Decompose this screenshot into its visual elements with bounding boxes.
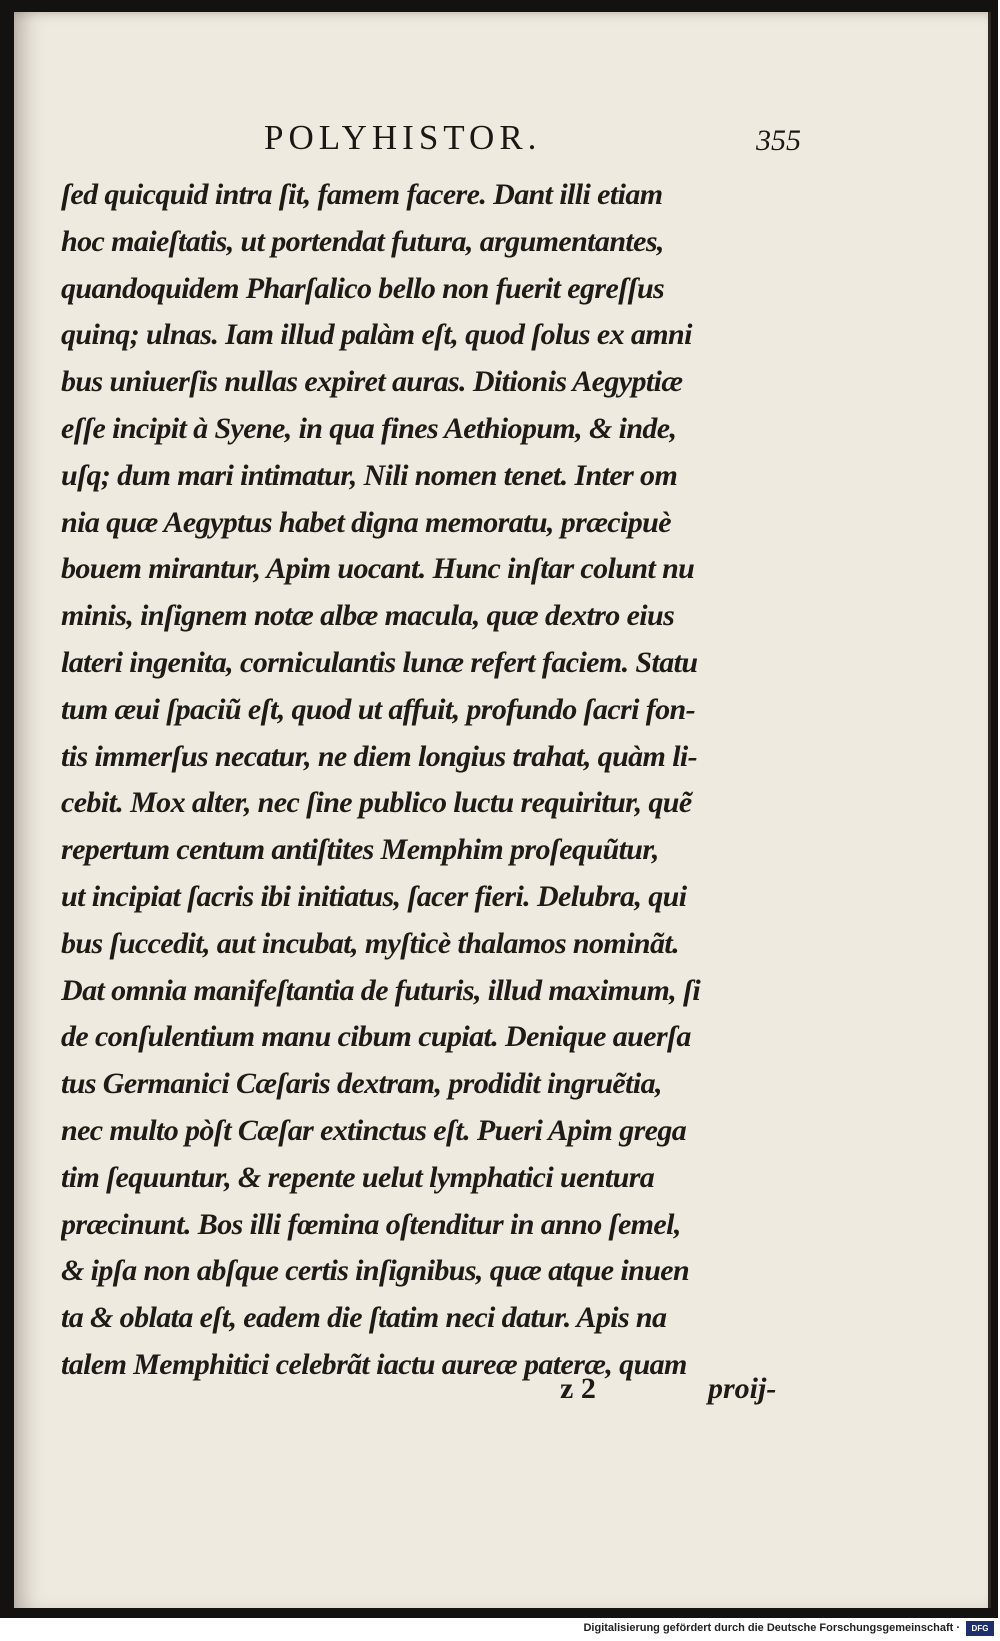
text-line: ut incipiat ſacris ibi initiatus, ſacer fieri. Delubra, qui bbox=[61, 879, 687, 913]
text-line: repertum centum antiſtites Memphim proſequũtur, bbox=[61, 833, 659, 867]
text-line: lateri ingenita, corniculantis lunæ refert faciem. Statu bbox=[61, 645, 698, 679]
text-line: eſſe incipit à Syene, in qua fines Aethiopum, & inde, bbox=[61, 411, 677, 445]
text-line: hoc maieſtatis, ut portendat futura, argumentantes, bbox=[61, 224, 664, 258]
page-number: 355 bbox=[756, 124, 801, 157]
text-line: tus Germanici Cæſaris dextram, prodidit ingruẽtia, bbox=[61, 1067, 662, 1101]
text-line: uſq; dum mari intimatur, Nili nomen tenet. Inter om bbox=[61, 458, 678, 492]
text-line: talem Memphitici celebrãt iactu aureæ pateræ, quam bbox=[61, 1347, 687, 1381]
text-line: tum æui ſpaciũ eſt, quod ut affuit, profundo ſacri fon- bbox=[61, 692, 696, 726]
text-line: de conſulentium manu cibum cupiat. Denique auerſa bbox=[61, 1020, 691, 1054]
text-line: & ipſa non abſque certis inſignibus, quæ atque inuen bbox=[61, 1254, 690, 1288]
text-line: bus ſuccedit, aut incubat, myſticè thalamos nominãt. bbox=[61, 926, 680, 960]
text-line: minis, inſignem notæ albæ macula, quæ dextro eius bbox=[61, 599, 675, 633]
dfg-logo: DFG bbox=[966, 1621, 994, 1636]
catchword: proij- bbox=[708, 1372, 777, 1405]
credit-text: Digitalisierung gefördert durch die Deutsche Forschungsgemeinschaft · bbox=[583, 1622, 960, 1634]
text-line: bus uniuerſis nullas expiret auras. Ditionis Aegyptiæ bbox=[61, 365, 683, 399]
text-line: cebit. Mox alter, nec ſine publico luctu requiritur, quẽ bbox=[61, 786, 692, 820]
text-line: Dat omnia manifeſtantia de futuris, illud maximum, ſi bbox=[61, 973, 701, 1007]
body-text bbox=[61, 172, 821, 1389]
text-line: nia quæ Aegyptus habet digna memoratu, præcipuè bbox=[61, 505, 671, 539]
signature-mark: z 2 bbox=[560, 1372, 596, 1405]
text-line: ta & oblata eſt, eadem die ſtatim neci datur. Apis na bbox=[61, 1301, 667, 1335]
running-head bbox=[14, 104, 988, 164]
credit-bar bbox=[0, 1618, 1000, 1641]
text-line: bouem mirantur, Apim uocant. Hunc inſtar colunt nu bbox=[61, 552, 695, 586]
page-footer bbox=[14, 1372, 988, 1422]
book-page bbox=[14, 12, 991, 1608]
text-line: nec multo pòſt Cæſar extinctus eſt. Pueri Apim grega bbox=[61, 1113, 687, 1147]
running-head-title: POLYHISTOR. bbox=[264, 118, 542, 157]
text-line: tim ſequuntur, & repente uelut lymphatici uentura bbox=[61, 1160, 655, 1194]
text-line: quinq; ulnas. Iam illud palàm eſt, quod ſolus ex amni bbox=[61, 318, 692, 352]
text-line: quandoquidem Pharſalico bello non fuerit egreſſus bbox=[61, 271, 665, 305]
text-line: præcinunt. Bos illi fœmina oſtenditur in anno ſemel, bbox=[61, 1207, 681, 1241]
text-line: ſed quicquid intra ſit, famem facere. Dant illi etiam bbox=[61, 178, 663, 211]
text-line: tis immerſus necatur, ne diem longius trahat, quàm li- bbox=[61, 739, 698, 773]
